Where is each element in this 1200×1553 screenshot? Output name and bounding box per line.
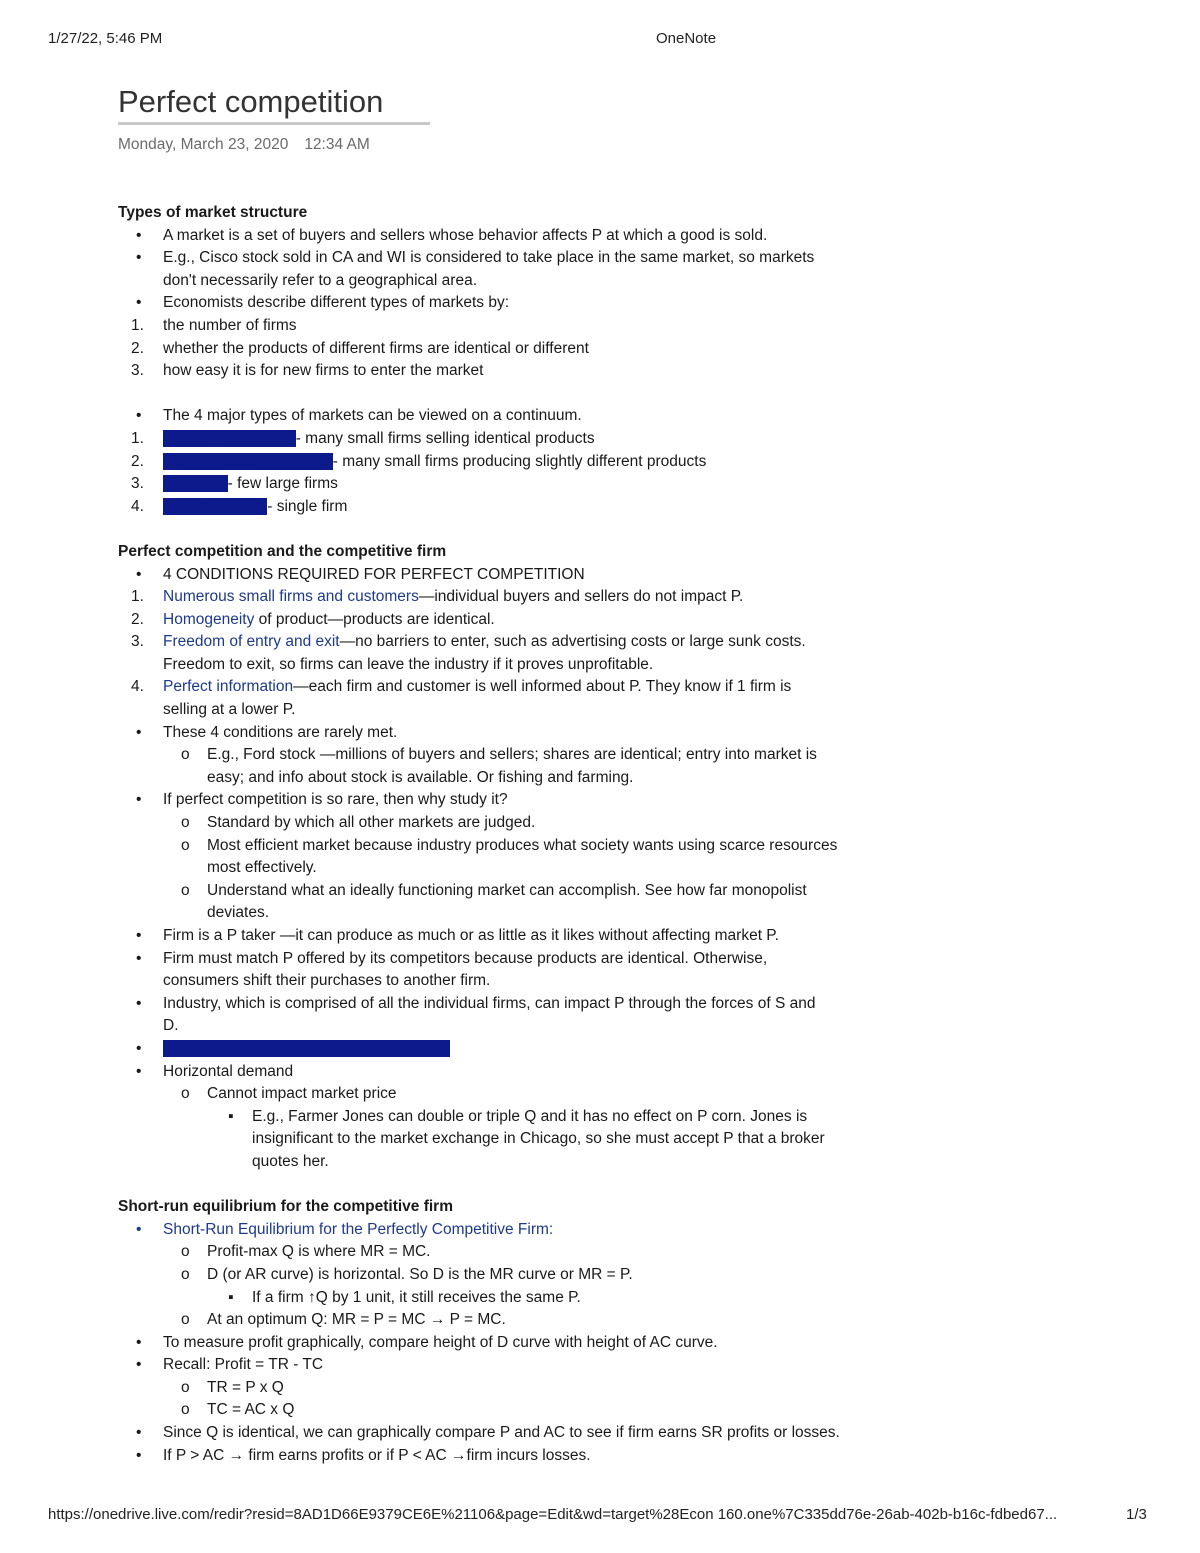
list-item-continuation: insignificant to the market exchange in Chicago, so she must accept P that a broker <box>252 1130 825 1148</box>
highlighted-term: Oligopoly <box>163 475 228 493</box>
page-time: 12:34 AM <box>304 136 370 153</box>
numbered-item: 4. Pure monopoly- single firm <box>118 496 918 519</box>
sub-list-item: o E.g., Ford stock —millions of buyers and sellers; shares are identical; entry into market is <box>118 744 918 767</box>
sub-list-item: o D (or AR curve) is horizontal. So D is the MR curve or MR = P. <box>118 1264 918 1287</box>
list-item: • Recall: Profit = TR - TC <box>118 1354 918 1377</box>
list-item: • Short-Run Equilibrium for the Perfectly Competitive Firm: <box>118 1219 918 1242</box>
bullet-icon: • <box>136 1356 142 1374</box>
condition-term: Numerous small firms and customers <box>163 588 419 606</box>
list-number: 2. <box>131 452 144 470</box>
square-bullet-icon: ▪ <box>228 1288 234 1306</box>
list-item: • Firm is a P taker —it can produce as much or as little as it likes without affecting market P. <box>118 925 918 948</box>
list-item: • Since Q is identical, we can graphically compare P and AC to see if firm earns SR profits or losses. <box>118 1422 918 1445</box>
list-number: 1. <box>131 429 144 447</box>
circle-bullet-icon: o <box>181 814 190 832</box>
bullet-icon: • <box>136 723 142 741</box>
circle-bullet-icon: o <box>181 1085 190 1103</box>
bullet-icon: • <box>136 949 142 967</box>
list-number: 1. <box>131 316 144 334</box>
list-item-continuation: D. <box>163 1017 179 1035</box>
square-bullet-icon: ▪ <box>228 1107 234 1125</box>
circle-bullet-icon: o <box>181 836 190 854</box>
bullet-icon: • <box>136 927 142 944</box>
highlighted-term: Firm's D Curve under Perfect Competition <box>163 1039 451 1057</box>
sub-list-item: o TR = P x Q <box>118 1377 918 1400</box>
page-title[interactable]: Perfect competition <box>118 84 430 125</box>
list-item-continuation: Freedom to exit, so firms can leave the industry if it proves unprofitable. <box>163 655 654 673</box>
list-item: • A market is a set of buyers and sellers whose behavior affects P at which a good is sold. <box>118 225 918 248</box>
circle-bullet-icon: o <box>181 1265 190 1283</box>
circle-bullet-icon: o <box>181 1311 190 1329</box>
highlighted-term: Monopolistic competition <box>163 452 333 470</box>
list-item-continuation: consumers shift their purchases to another firm. <box>163 972 491 990</box>
list-item-continuation: most effectively. <box>207 859 317 877</box>
numbered-item: 3. Freedom of entry and exit—no barriers to enter, such as advertising costs or large sunk costs. <box>118 631 918 654</box>
bullet-icon: • <box>136 407 142 425</box>
circle-bullet-icon: o <box>181 1401 190 1419</box>
condition-term: Homogeneity <box>163 610 255 628</box>
sub-sub-list-item: ▪ E.g., Farmer Jones can double or triple Q and it has no effect on P corn. Jones is <box>118 1106 918 1129</box>
circle-bullet-icon: o <box>181 881 190 899</box>
section-heading: Types of market structure <box>118 204 308 221</box>
page-number: 1/3 <box>1126 1506 1147 1523</box>
list-item: • If P > AC → firm earns profits or if P < AC →firm incurs losses. <box>118 1445 918 1468</box>
bullet-icon: • <box>136 1062 142 1080</box>
numbered-item: 1. Perfect competition- many small firms selling identical products <box>118 428 918 451</box>
list-item: • To measure profit graphically, compare height of D curve with height of AC curve. <box>118 1332 918 1355</box>
note-content[interactable] <box>118 202 918 1467</box>
list-item: • Industry, which is comprised of all the individual firms, can impact P through the forces of S and <box>118 993 918 1016</box>
list-item-continuation: quotes her. <box>252 1152 329 1170</box>
numbered-item: 4. Perfect information—each firm and customer is well informed about P. They know if 1 firm is <box>118 676 918 699</box>
sub-list-item: o Profit-max Q is where MR = MC. <box>118 1241 918 1264</box>
list-number: 1. <box>131 588 144 606</box>
numbered-item: 2. Monopolistic competition- many small firms producing slightly different products <box>118 451 918 474</box>
numbered-item: 2. whether the products of different firms are identical or different <box>118 338 918 361</box>
sub-list-item: o Cannot impact market price <box>118 1083 918 1106</box>
numbered-item: 2. Homogeneity of product—products are identical. <box>118 609 918 632</box>
list-number: 2. <box>131 339 144 357</box>
bullet-icon: • <box>136 226 142 244</box>
numbered-item: 1. the number of firms <box>118 315 918 338</box>
bullet-icon: • <box>136 294 142 312</box>
list-number: 4. <box>131 678 144 696</box>
list-item-continuation: easy; and info about stock is available. Or fishing and farming. <box>207 768 634 786</box>
list-item: • These 4 conditions are rarely met. <box>118 722 918 745</box>
page-date: Monday, March 23, 2020 <box>118 136 289 153</box>
print-date: 1/27/22, 5:46 PM <box>48 30 163 47</box>
sub-list-item: o Standard by which all other markets are judged. <box>118 812 918 835</box>
list-item: • Firm must match P offered by its competitors because products are identical. Otherwise, <box>118 948 918 971</box>
list-item: • If perfect competition is so rare, then why study it? <box>118 789 918 812</box>
bullet-icon: • <box>136 1333 142 1351</box>
condition-term: Freedom of entry and exit <box>163 633 340 651</box>
bullet-icon: • <box>136 565 142 583</box>
bullet-icon: • <box>136 791 142 809</box>
list-number: 2. <box>131 610 144 628</box>
list-item: • 4 CONDITIONS REQUIRED FOR PERFECT COMPETITION <box>118 564 918 587</box>
sub-list-item: o At an optimum Q: MR = P = MC → P = MC. <box>118 1309 918 1332</box>
section-heading: Perfect competition and the competitive firm <box>118 542 447 560</box>
bullet-icon: • <box>136 1039 142 1057</box>
bullet-icon: • <box>136 1446 142 1464</box>
condition-term: Perfect information <box>163 678 294 696</box>
numbered-item: 1. Numerous small firms and customers—individual buyers and sellers do not impact P. <box>118 586 918 609</box>
list-number: 3. <box>131 475 144 493</box>
sub-list-item: o Understand what an ideally functioning market can accomplish. See how far monopolist <box>118 880 918 903</box>
list-item: • The 4 major types of markets can be viewed on a continuum. <box>118 405 918 428</box>
list-item: • Horizontal demand <box>118 1061 918 1084</box>
sub-sub-list-item: ▪ If a firm ↑Q by 1 unit, it still receives the same P. <box>118 1287 918 1310</box>
highlighted-term: Perfect competition <box>163 429 296 447</box>
circle-bullet-icon: o <box>181 746 190 764</box>
bullet-icon: • <box>136 994 142 1012</box>
list-item-continuation: don't necessarily refer to a geographical area. <box>163 271 478 289</box>
page-meta <box>118 136 370 154</box>
highlighted-term: Pure monopoly <box>163 497 268 515</box>
list-number: 4. <box>131 497 144 515</box>
section-heading: Short-run equilibrium for the competitive firm <box>118 1198 453 1216</box>
footer-url: https://onedrive.live.com/redir?resid=8AD1D66E9379CE6E%21106&page=Edit&wd=target%28Econ 160.one%7C335dd76e-26ab-402b-b16c-fdbed67... <box>48 1506 1058 1523</box>
sub-list-item: o Most efficient market because industry produces what society wants using scarce resources <box>118 835 918 858</box>
list-item <box>118 1038 918 1061</box>
bullet-icon: • <box>136 1220 142 1238</box>
bullet-icon: • <box>136 249 142 267</box>
numbered-item: 3. how easy it is for new firms to enter the market <box>118 360 918 383</box>
sub-list-item: o TC = AC x Q <box>118 1399 918 1422</box>
list-item-continuation: deviates. <box>207 904 270 922</box>
circle-bullet-icon: o <box>181 1378 190 1396</box>
numbered-item: 3. Oligopoly- few large firms <box>118 473 918 496</box>
list-item-continuation: selling at a lower P. <box>163 701 296 719</box>
bullet-icon: • <box>136 1424 142 1442</box>
list-number: 3. <box>131 633 144 651</box>
app-name: OneNote <box>656 30 717 47</box>
list-number: 3. <box>131 362 144 380</box>
list-item: • Economists describe different types of markets by: <box>118 292 918 315</box>
circle-bullet-icon: o <box>181 1243 190 1261</box>
list-item: • E.g., Cisco stock sold in CA and WI is considered to take place in the same market, so markets <box>118 247 918 270</box>
